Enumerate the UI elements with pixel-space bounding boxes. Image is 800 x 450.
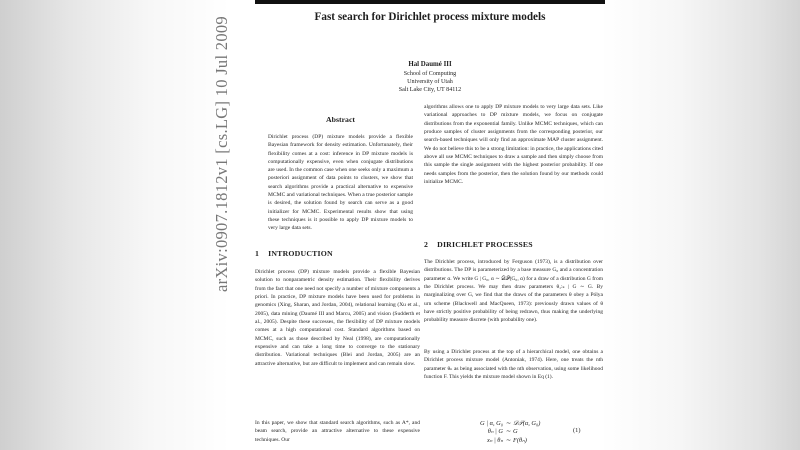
intro-paragraph: In this paper, we show that standard search algorithms, such as A*, and beam search, provide an attractive alternative to these expensive techniques. Our	[255, 420, 420, 443]
equation-row: G | α, G₀ ∼ 𝒟𝒫(α, G₀)	[480, 420, 541, 427]
author-affiliation-line: University of Utah	[407, 79, 453, 85]
section-title: INTRODUCTION	[268, 249, 333, 258]
abstract-heading: Abstract	[325, 115, 355, 124]
arxiv-identifier: arXiv:0907.1812v1 [cs.LG] 10 Jul 2009	[212, 16, 231, 292]
equation-row: θₙ | G ∼ G	[487, 428, 518, 436]
equation-row: xₙ | θₙ ∼ F(θₙ)	[486, 436, 527, 444]
author-affiliation-line: School of Computing	[403, 71, 457, 77]
section-heading-dirichlet-processes	[424, 240, 533, 249]
paper-title: Fast search for Dirichlet process mixture models	[314, 11, 546, 23]
section-heading-introduction	[255, 249, 333, 258]
dp-paragraph: The Dirichlet process, introduced by Ferguson (1973), is a distribution over distributions. The DP is parameterized by a base measure G₀ and a concentration parameter α. We write G | G₀, α ∼ 𝒟𝒫(G₀, α) for a draw of a distribution G from the Dirichlet process. We may then draw parameters θ₁:ₖ | G ∼ G. By marginalizing over G, we find that the draws of the parameters θ obey a Pólya urn scheme (Blackwell and MacQueen, 1973): previously drawn values of θ have strictly positive probability of being redrawn, thus making the underlying probability measure discrete (with probability one).	[424, 259, 603, 324]
intro-paragraph: Dirichlet process (DP) mixture models provide a flexible Bayesian solution to nonparametric density estimation. Their flexibility derives from the fact that one need not specify a number of mixture components a priori. In practice, DP mixture models have been used for problems in genomics (Xing, Sharan, and Jordan, 2004), relational learning (Xu et al., 2005), data mining (Daumé III and Marcu, 2005) and vision (Sudderth et al., 2005). Despite these successes, the flexibility of DP mixture models comes at a high computational cost. Standard algorithms based on MCMC, such as those described by Neal (1998), are computationally expensive and can take a long time to converge to the stationary distribution. Variational techniques (Blei and Jordan, 2005) are an attractive alternative, but are difficult to implement and can remain slow.	[255, 269, 420, 367]
equation-number: (1)	[573, 427, 581, 434]
mixture-model-equation	[465, 419, 605, 444]
header-rule	[255, 0, 605, 4]
author-name: Hal Daumé III	[408, 61, 452, 68]
abstract-text: Dirichlet process (DP) mixture models provide a flexible Bayesian framework for density estimation. Unfortunately, their flexibility comes at a cost: inference in DP mixture models is computationally expensive, even when conjugate distributions are used. In the common case when one seeks only a maximum a posteriori assignment of data points to clusters, we show that search algorithms provide a practical alternative to expensive MCMC and variational techniques. When a true posterior sample is desired, the solution found by search can serve as a good initializer for MCMC. Experimental results show that using these techniques is it possible to apply DP mixture models to very large data sets.	[268, 134, 413, 232]
author-affiliation-line: Salt Lake City, UT 84112	[398, 87, 462, 93]
dp-paragraph: By using a Dirichlet process at the top of a hierarchical model, one obtains a Dirichlet process mixture model (Antoniak, 1974). Here, one treats the nth parameter θₙ as being associated with the nth observation, using some likelihood function F. This yields the mixture model shown in Eq (1).	[424, 349, 603, 381]
section-number: 1	[255, 249, 260, 258]
section-number: 2	[424, 240, 429, 249]
intro-continuation-paragraph: algorithms allows one to apply DP mixture models to very large data sets. Like variational approaches to DP mixture models, we focus on conjugate distributions from the exponential family. Unlike MCMC techniques, which can produce samples of cluster assignments from the corresponding posterior, our search-based techniques will only find an approximate MAP cluster assignment. We do not believe this to be a strong limitation: in practice, the applications cited above all use MCMC techniques to draw a sample and then simply choose from this sample the single assignment with the highest posterior probability. If one needs samples from the posterior, then the solution found by our methods could initialize MCMC.	[424, 104, 603, 186]
section-title: DIRICHLET PROCESSES	[437, 240, 533, 249]
